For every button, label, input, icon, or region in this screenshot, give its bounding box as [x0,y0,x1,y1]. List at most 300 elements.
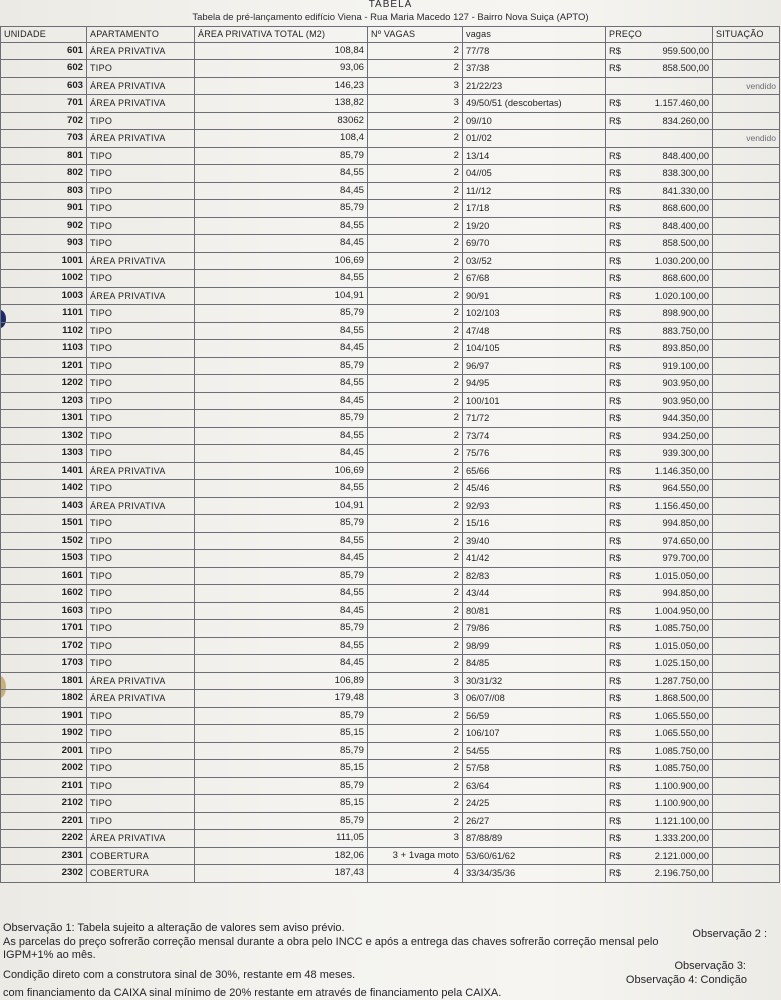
currency-symbol: R$ [609,658,621,669]
table-row [1,392,780,410]
cell-area: 84,55 [195,532,368,550]
table-row [1,637,780,655]
cell-apartamento: TIPO [87,217,195,235]
cell-apartamento: ÁREA PRIVATIVA [87,42,195,60]
cell-preco [606,147,713,165]
cell-situacao [713,637,780,655]
table-body [1,42,780,882]
cell-apartamento: TIPO [87,235,195,253]
price-value: 1.015.050,00 [654,640,709,651]
currency-symbol: R$ [609,483,621,494]
cell-n-vagas: 2 [368,305,463,323]
cell-n-vagas: 2 [368,130,463,148]
price-value: 934.250,00 [662,430,709,441]
cell-preco [606,795,713,813]
price-value: 1.065.550,00 [654,710,709,721]
cell-area: 85,79 [195,357,368,375]
cell-area: 84,45 [195,340,368,358]
cell-apartamento: TIPO [87,165,195,183]
cell-n-vagas: 2 [368,480,463,498]
cell-situacao [713,147,780,165]
cell-unidade: 1401 [1,462,87,480]
cell-situacao [713,620,780,638]
cell-situacao [713,602,780,620]
table-row [1,532,780,550]
cell-situacao [713,515,780,533]
cell-situacao [713,287,780,305]
currency-symbol: R$ [609,570,621,581]
cell-unidade: 1902 [1,725,87,743]
cell-vagas: 79/86 [463,620,606,638]
cell-situacao [713,375,780,393]
cell-area: 85,79 [195,200,368,218]
cell-situacao [713,217,780,235]
cell-preco [606,637,713,655]
price-value: 1.085.750,00 [654,623,709,634]
cell-preco [606,742,713,760]
price-value: 858.500,00 [662,238,709,249]
cell-unidade: 2202 [1,830,87,848]
cell-situacao [713,357,780,375]
price-value: 994.850,00 [662,588,709,599]
cell-area: 104,91 [195,287,368,305]
table-row [1,235,780,253]
cell-unidade: 601 [1,42,87,60]
cell-situacao [713,585,780,603]
price-value: 1.121.100,00 [654,815,709,826]
cell-apartamento: TIPO [87,795,195,813]
cell-preco [606,620,713,638]
cell-n-vagas: 2 [368,165,463,183]
cell-vagas: 87/88/89 [463,830,606,848]
cell-vagas: 49/50/51 (descobertas) [463,95,606,113]
currency-symbol: R$ [609,868,621,879]
cell-preco [606,865,713,883]
cell-unidade: 2302 [1,865,87,883]
cell-vagas: 45/46 [463,480,606,498]
cell-n-vagas: 2 [368,200,463,218]
price-value: 841.330,00 [662,185,709,196]
table-row [1,707,780,725]
table-row [1,760,780,778]
price-value: 1.157.460,00 [654,98,709,109]
table-row [1,217,780,235]
cell-preco [606,830,713,848]
currency-symbol: R$ [609,395,621,406]
cell-n-vagas: 2 [368,742,463,760]
cell-situacao [713,200,780,218]
cell-vagas: 84/85 [463,655,606,673]
cell-n-vagas: 2 [368,585,463,603]
cell-apartamento: TIPO [87,532,195,550]
price-value: 903.950,00 [662,378,709,389]
cell-area: 84,55 [195,585,368,603]
cell-unidade: 1801 [1,672,87,690]
cell-n-vagas: 2 [368,375,463,393]
cell-apartamento: TIPO [87,515,195,533]
table-row [1,270,780,288]
cell-situacao [713,532,780,550]
cell-area: 85,79 [195,812,368,830]
price-value: 919.100,00 [662,360,709,371]
price-value: 964.550,00 [662,483,709,494]
currency-symbol: R$ [609,500,621,511]
cell-vagas: 15/16 [463,515,606,533]
currency-symbol: R$ [609,98,621,109]
cell-n-vagas: 2 [368,42,463,60]
cell-situacao [713,427,780,445]
cell-vagas: 30/31/32 [463,672,606,690]
table-row [1,147,780,165]
cell-apartamento: TIPO [87,60,195,78]
table-row [1,445,780,463]
cell-vagas: 73/74 [463,427,606,445]
table-row [1,655,780,673]
cell-vagas: 26/27 [463,812,606,830]
currency-symbol: R$ [609,255,621,266]
table-row [1,252,780,270]
cell-unidade: 1302 [1,427,87,445]
price-value: 2.121.000,00 [654,850,709,861]
cell-area: 106,89 [195,672,368,690]
cell-situacao [713,112,780,130]
table-row [1,725,780,743]
cell-situacao [713,567,780,585]
cell-n-vagas: 2 [368,532,463,550]
cell-n-vagas: 2 [368,812,463,830]
currency-symbol: R$ [609,448,621,459]
currency-symbol: R$ [609,185,621,196]
cell-preco [606,375,713,393]
table-row [1,515,780,533]
currency-symbol: R$ [609,325,621,336]
column-header-unidade: UNIDADE [1,27,87,43]
cell-situacao [713,690,780,708]
cell-area: 84,55 [195,217,368,235]
currency-symbol: R$ [609,710,621,721]
currency-symbol: R$ [609,465,621,476]
cell-situacao [713,462,780,480]
cell-vagas: 54/55 [463,742,606,760]
table-row [1,305,780,323]
table-row [1,812,780,830]
cell-apartamento: TIPO [87,147,195,165]
notes-section [0,918,781,1000]
price-value: 903.950,00 [662,395,709,406]
table-row [1,550,780,568]
cell-area: 84,45 [195,550,368,568]
cell-preco [606,427,713,445]
currency-symbol: R$ [609,553,621,564]
cell-vagas: 94/95 [463,375,606,393]
price-value: 838.300,00 [662,168,709,179]
cell-n-vagas: 2 [368,235,463,253]
cell-unidade: 2002 [1,760,87,778]
cell-situacao [713,182,780,200]
cell-unidade: 1603 [1,602,87,620]
cell-situacao [713,410,780,428]
cell-situacao: vendido [713,77,780,95]
cell-unidade: 902 [1,217,87,235]
cell-vagas: 06/07//08 [463,690,606,708]
cell-vagas: 47/48 [463,322,606,340]
price-value: 1.085.750,00 [654,745,709,756]
cell-vagas: 71/72 [463,410,606,428]
cell-apartamento: TIPO [87,445,195,463]
cell-preco [606,287,713,305]
cell-vagas: 75/76 [463,445,606,463]
cell-preco [606,497,713,515]
cell-vagas: 53/60/61/62 [463,847,606,865]
column-header-situacao: SITUAÇÃO [713,27,780,43]
cell-preco [606,812,713,830]
cell-unidade: 1003 [1,287,87,305]
table-row [1,602,780,620]
cell-vagas: 57/58 [463,760,606,778]
currency-symbol: R$ [609,850,621,861]
cell-preco [606,200,713,218]
table-header-row [1,27,780,43]
cell-area: 84,45 [195,235,368,253]
cell-n-vagas: 2 [368,60,463,78]
currency-symbol: R$ [609,273,621,284]
cell-situacao [713,480,780,498]
cell-unidade: 1503 [1,550,87,568]
cell-unidade: 2201 [1,812,87,830]
cell-apartamento: TIPO [87,777,195,795]
table-row [1,410,780,428]
cell-unidade: 1901 [1,707,87,725]
currency-symbol: R$ [609,63,621,74]
cell-preco [606,655,713,673]
cell-situacao [713,95,780,113]
price-value: 1.065.550,00 [654,728,709,739]
currency-symbol: R$ [609,693,621,704]
cell-n-vagas: 2 [368,322,463,340]
table-row [1,620,780,638]
cell-apartamento: ÁREA PRIVATIVA [87,690,195,708]
note-3-label: Observação 3: [674,960,746,972]
cell-unidade: 1102 [1,322,87,340]
price-value: 994.850,00 [662,518,709,529]
cell-unidade: 702 [1,112,87,130]
cell-apartamento: TIPO [87,567,195,585]
cell-situacao [713,847,780,865]
price-value: 1.100.900,00 [654,780,709,791]
cell-area: 84,55 [195,480,368,498]
cell-vagas: 77/78 [463,42,606,60]
cell-apartamento: COBERTURA [87,865,195,883]
table-row [1,427,780,445]
cell-area: 84,55 [195,375,368,393]
cell-unidade: 1703 [1,655,87,673]
price-value: 1.085.750,00 [654,763,709,774]
table-row [1,42,780,60]
cell-area: 85,15 [195,760,368,778]
cell-n-vagas: 2 [368,252,463,270]
price-value: 893.850,00 [662,343,709,354]
price-value: 939.300,00 [662,448,709,459]
cell-n-vagas: 3 [368,95,463,113]
cell-n-vagas: 2 [368,410,463,428]
cell-n-vagas: 2 [368,182,463,200]
cell-preco [606,707,713,725]
cell-preco [606,235,713,253]
table-row [1,375,780,393]
cell-vagas: 67/68 [463,270,606,288]
price-table [0,26,780,883]
cell-area: 93,06 [195,60,368,78]
cell-vagas: 01//02 [463,130,606,148]
cell-area: 146,23 [195,77,368,95]
cell-apartamento: TIPO [87,410,195,428]
price-value: 898.900,00 [662,308,709,319]
table-row [1,567,780,585]
cell-vagas: 41/42 [463,550,606,568]
cell-apartamento: ÁREA PRIVATIVA [87,252,195,270]
cell-situacao [713,42,780,60]
cell-unidade: 1002 [1,270,87,288]
cell-area: 84,55 [195,427,368,445]
price-value: 883.750,00 [662,325,709,336]
cell-apartamento: TIPO [87,375,195,393]
cell-preco [606,60,713,78]
column-header-area: ÁREA PRIVATIVA TOTAL (M2) [195,27,368,43]
cell-preco [606,410,713,428]
column-header-n-vagas: Nº VAGAS [368,27,463,43]
cell-area: 108,84 [195,42,368,60]
price-value: 1.333.200,00 [654,833,709,844]
cell-vagas: 09//10 [463,112,606,130]
cell-n-vagas: 2 [368,602,463,620]
cell-vagas: 39/40 [463,532,606,550]
cell-area: 104,91 [195,497,368,515]
price-value: 868.600,00 [662,203,709,214]
cell-preco [606,112,713,130]
cell-n-vagas: 2 [368,147,463,165]
currency-symbol: R$ [609,815,621,826]
cell-situacao [713,235,780,253]
cell-area: 85,79 [195,567,368,585]
cell-n-vagas: 2 [368,287,463,305]
price-value: 959.500,00 [662,45,709,56]
cell-area: 106,69 [195,252,368,270]
cell-apartamento: TIPO [87,602,195,620]
cell-preco [606,847,713,865]
cell-unidade: 803 [1,182,87,200]
cell-preco [606,322,713,340]
price-value: 848.400,00 [662,220,709,231]
table-row [1,287,780,305]
cell-n-vagas: 3 + 1vaga moto [368,847,463,865]
price-value: 834.260,00 [662,115,709,126]
cell-n-vagas: 2 [368,427,463,445]
cell-area: 106,69 [195,462,368,480]
cell-n-vagas: 2 [368,515,463,533]
cell-preco [606,585,713,603]
cell-unidade: 1702 [1,637,87,655]
currency-symbol: R$ [609,413,621,424]
cell-area: 111,05 [195,830,368,848]
cell-n-vagas: 3 [368,830,463,848]
cell-unidade: 1103 [1,340,87,358]
price-value: 1.287.750,00 [654,675,709,686]
cell-preco [606,77,713,95]
cell-vagas: 104/105 [463,340,606,358]
cell-apartamento: TIPO [87,322,195,340]
cell-unidade: 1802 [1,690,87,708]
price-value: 1.868.500,00 [654,693,709,704]
cell-situacao [713,655,780,673]
cell-unidade: 602 [1,60,87,78]
cell-n-vagas: 4 [368,865,463,883]
cell-unidade: 1301 [1,410,87,428]
cell-area: 84,55 [195,322,368,340]
cell-vagas: 03//52 [463,252,606,270]
table-row [1,112,780,130]
cell-preco [606,760,713,778]
cell-situacao [713,707,780,725]
cell-n-vagas: 2 [368,655,463,673]
table-row [1,480,780,498]
cell-vagas: 37/38 [463,60,606,78]
cell-apartamento: TIPO [87,392,195,410]
table-row [1,357,780,375]
currency-symbol: R$ [609,115,621,126]
cell-unidade: 801 [1,147,87,165]
cell-n-vagas: 2 [368,462,463,480]
cell-apartamento: COBERTURA [87,847,195,865]
note-4-label: Observação 4: Condição [625,974,747,986]
table-row [1,777,780,795]
cell-vagas: 96/97 [463,357,606,375]
cell-preco [606,725,713,743]
price-value: 858.500,00 [662,63,709,74]
cell-situacao [713,252,780,270]
cell-situacao [713,305,780,323]
price-value: 1.004.950,00 [654,605,709,616]
table-row [1,865,780,883]
currency-symbol: R$ [609,343,621,354]
cell-preco [606,340,713,358]
cell-preco [606,95,713,113]
cell-preco [606,165,713,183]
cell-preco [606,357,713,375]
cell-vagas: 33/34/35/36 [463,865,606,883]
cell-n-vagas: 2 [368,340,463,358]
price-value: 1.100.900,00 [654,798,709,809]
cell-apartamento: TIPO [87,585,195,603]
currency-symbol: R$ [609,220,621,231]
currency-symbol: R$ [609,640,621,651]
cell-area: 85,15 [195,795,368,813]
cell-apartamento: TIPO [87,480,195,498]
cell-preco [606,462,713,480]
cell-preco [606,690,713,708]
cell-n-vagas: 2 [368,392,463,410]
cell-apartamento: ÁREA PRIVATIVA [87,287,195,305]
cell-unidade: 1001 [1,252,87,270]
cell-area: 84,45 [195,445,368,463]
currency-symbol: R$ [609,203,621,214]
cell-preco [606,445,713,463]
cell-n-vagas: 2 [368,637,463,655]
cell-area: 138,82 [195,95,368,113]
price-value: 944.350,00 [662,413,709,424]
cell-situacao [713,322,780,340]
note-2-text: As parcelas do preço sofrerão correção mensal durante a obra pelo INCC e após a entrega das chaves sofrerão correção mensal pelo [3,936,659,948]
cell-apartamento: ÁREA PRIVATIVA [87,672,195,690]
